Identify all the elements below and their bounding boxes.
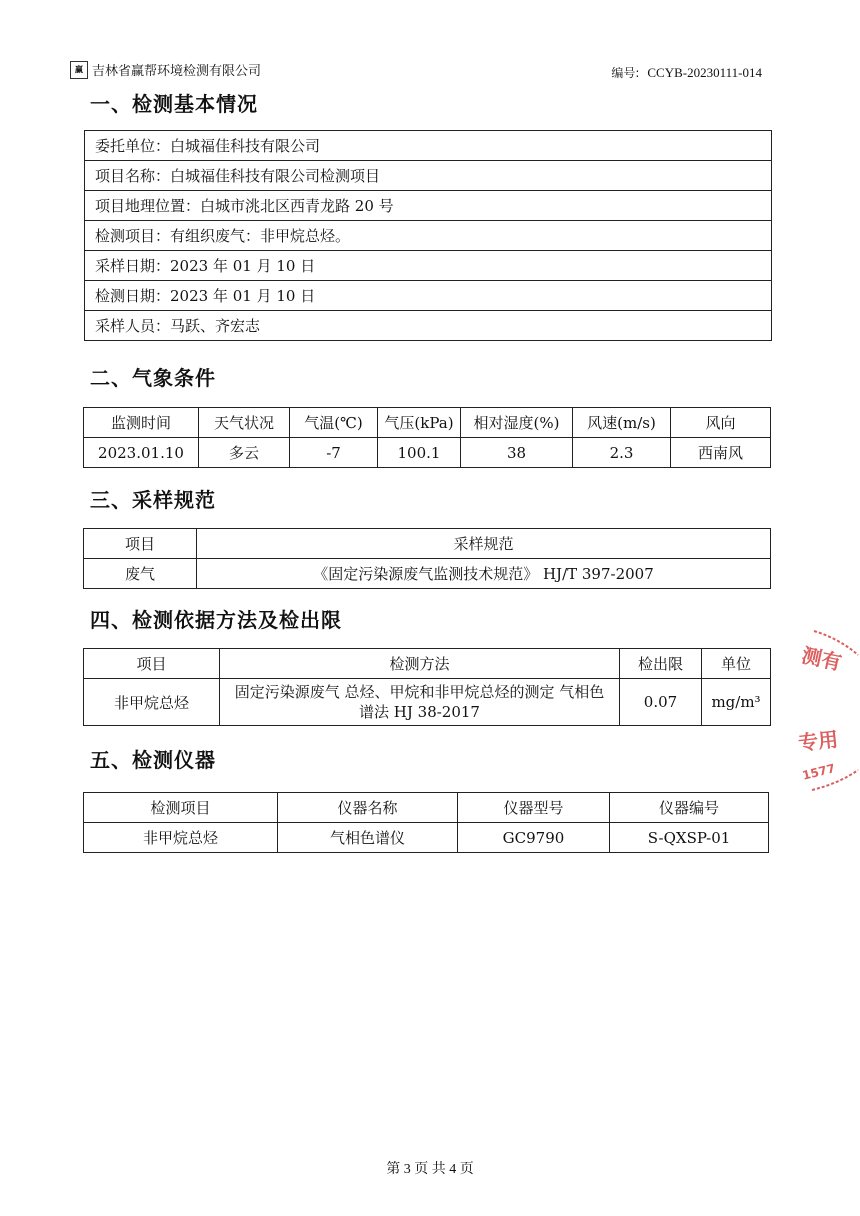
header-cell: 风向	[671, 408, 771, 438]
header-cell: 监测时间	[84, 408, 199, 438]
table-cell: 检测日期：2023 年 01 月 10 日	[85, 281, 772, 311]
table-cell: 采样人员：马跃、齐宏志	[85, 311, 772, 341]
report-code-label: 编号:	[611, 66, 640, 80]
table-cell: 气相色谱仪	[278, 823, 458, 853]
table-cell: 38	[461, 438, 573, 468]
header-cell: 仪器型号	[458, 793, 610, 823]
table-cell: 非甲烷总烃	[84, 679, 220, 726]
header-cell: 采样规范	[197, 529, 771, 559]
table-header-row	[84, 649, 771, 679]
header-cell: 项目	[84, 649, 220, 679]
header-cell: 天气状况	[199, 408, 290, 438]
table-cell: 2.3	[573, 438, 671, 468]
section-title-instruments: 五、检测仪器	[90, 748, 216, 772]
section-title-sampling: 三、采样规范	[90, 488, 216, 512]
table-cell: 100.1	[378, 438, 461, 468]
company-logo-icon	[70, 61, 88, 79]
table-cell: 2023.01.10	[84, 438, 199, 468]
table-row	[85, 131, 772, 161]
table-row	[84, 679, 771, 726]
table-cell: 采样日期：2023 年 01 月 10 日	[85, 251, 772, 281]
section-title-method: 四、检测依据方法及检出限	[90, 608, 342, 632]
basic-info-table	[84, 130, 772, 341]
table-cell: -7	[290, 438, 378, 468]
table-row	[85, 251, 772, 281]
header-cell: 检测项目	[84, 793, 278, 823]
page-footer: 第 3 页 共 4 页	[386, 1162, 474, 1177]
table-row	[85, 161, 772, 191]
header-cell: 仪器编号	[610, 793, 769, 823]
table-cell: 0.07	[620, 679, 702, 726]
header-cell: 项目	[84, 529, 197, 559]
table-cell: mg/m³	[702, 679, 771, 726]
table-row	[85, 311, 772, 341]
header-cell: 相对湿度(%)	[461, 408, 573, 438]
seal-text-number: 1577	[800, 761, 837, 783]
table-header-row	[84, 529, 771, 559]
header-cell: 仪器名称	[278, 793, 458, 823]
logo-text: 赢	[75, 64, 83, 74]
table-row	[84, 559, 771, 589]
table-cell: 废气	[84, 559, 197, 589]
table-cell: 固定污染源废气 总烃、甲烷和非甲烷总烃的测定 气相色谱法 HJ 38-2017	[220, 679, 620, 726]
sampling-spec-table	[83, 528, 771, 589]
table-cell: 检测项目：有组织废气：非甲烷总烃。	[85, 221, 772, 251]
table-cell: 项目名称：白城福佳科技有限公司检测项目	[85, 161, 772, 191]
company-name: 吉林省赢帮环境检测有限公司	[92, 64, 262, 79]
header-cell: 检出限	[620, 649, 702, 679]
table-row	[84, 438, 771, 468]
table-cell: 委托单位：白城福佳科技有限公司	[85, 131, 772, 161]
header-cell: 气温(℃)	[290, 408, 378, 438]
table-cell: 西南风	[671, 438, 771, 468]
header-cell: 气压(kPa)	[378, 408, 461, 438]
table-header-row	[84, 793, 769, 823]
method-table	[83, 648, 771, 726]
table-header-row	[84, 408, 771, 438]
header-company	[70, 60, 261, 79]
seal-text-top: 测有	[799, 643, 844, 675]
table-cell: 非甲烷总烃	[84, 823, 278, 853]
seal-stamp	[790, 625, 860, 795]
table-row	[85, 191, 772, 221]
table-row	[84, 823, 769, 853]
weather-table	[83, 407, 771, 468]
instruments-table	[83, 792, 769, 853]
table-cell: 《固定污染源废气监测技术规范》 HJ/T 397-2007	[197, 559, 771, 589]
table-cell: GC9790	[458, 823, 610, 853]
header-cell: 检测方法	[220, 649, 620, 679]
report-code-value: CCYB-20230111-014	[647, 65, 762, 80]
table-cell: 多云	[199, 438, 290, 468]
table-row	[85, 281, 772, 311]
header-cell: 单位	[702, 649, 771, 679]
section-title-basic: 一、检测基本情况	[90, 92, 258, 116]
seal-text-middle: 专用	[797, 726, 840, 756]
report-code	[611, 64, 762, 81]
table-row	[85, 221, 772, 251]
header-cell: 风速(m/s)	[573, 408, 671, 438]
table-cell: S-QXSP-01	[610, 823, 769, 853]
section-title-weather: 二、气象条件	[90, 366, 216, 390]
table-cell: 项目地理位置：白城市洮北区西青龙路 20 号	[85, 191, 772, 221]
